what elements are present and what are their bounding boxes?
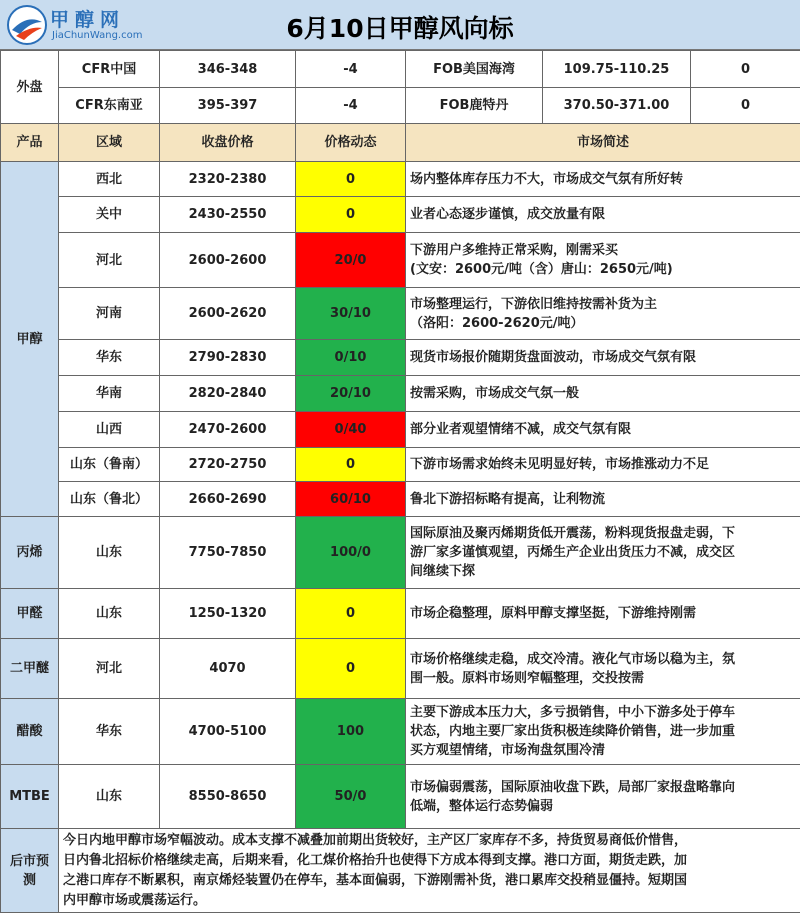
- summary-line: 买方观望情绪，市场洵盘氛围冷清: [410, 743, 606, 758]
- summary-line: 主要下游成本压力大，多亏损销售，中小下游多处于停车: [410, 705, 736, 720]
- outer-price: 370.50-371.00: [543, 88, 691, 124]
- col-header-region: 区域: [59, 124, 160, 162]
- outer-price: 395-397: [160, 88, 296, 124]
- outer-change: -4: [296, 88, 406, 124]
- summary-cell: [406, 197, 800, 233]
- price-cell: 4070: [160, 639, 296, 699]
- outer-label: 外盘: [1, 51, 59, 124]
- summary-line: 市场企稳整理，原料甲醇支撑坚挺，下游维持刚需: [410, 606, 697, 621]
- col-header-summary: 市场简述: [406, 124, 800, 162]
- change-cell: 100/0: [296, 517, 406, 589]
- col-header-change: 价格动态: [296, 124, 406, 162]
- table-row: [1, 448, 800, 482]
- forecast-label: 后市预测: [1, 829, 59, 913]
- summary-line: 围一般。原料市场则窄幅整理，交投按需: [410, 670, 645, 686]
- summary-line: 场内整体库存压力不大，市场成交气氛有所好转: [410, 171, 684, 187]
- summary-cell: [406, 765, 800, 829]
- change-cell: 0: [296, 639, 406, 699]
- price-cell: 7750-7850: [160, 517, 296, 589]
- summary-line: 下游市场需求始终未见明显好转，市场推涨动力不足: [410, 457, 710, 472]
- summary-line: 低端，整体运行态势偏弱: [410, 798, 554, 814]
- outer-change: 0: [691, 88, 800, 124]
- table-row: [1, 699, 800, 765]
- table-row: [1, 288, 800, 340]
- table-header-row: [1, 124, 800, 162]
- outer-price: 109.75-110.25: [543, 51, 691, 88]
- forecast-row: [1, 829, 800, 913]
- summary-cell: [406, 589, 800, 639]
- region-cell: 山西: [59, 412, 160, 448]
- outer-row: [1, 88, 800, 124]
- change-cell: 60/10: [296, 482, 406, 517]
- change-cell: 0: [296, 448, 406, 482]
- change-cell: 50/0: [296, 765, 406, 829]
- price-cell: 4700-5100: [160, 699, 296, 765]
- change-cell: 100: [296, 699, 406, 765]
- table-row: [1, 197, 800, 233]
- region-cell: 山东: [59, 517, 160, 589]
- outer-name: CFR中国: [59, 51, 160, 88]
- summary-cell: [406, 482, 800, 517]
- price-cell: 2470-2600: [160, 412, 296, 448]
- region-cell: 华东: [59, 340, 160, 376]
- summary-cell: [406, 233, 800, 288]
- price-cell: 2790-2830: [160, 340, 296, 376]
- summary-line: 鲁北下游招标略有提高，让利物流: [410, 491, 606, 507]
- summary-line: 业者心态逐步谨慎，成交放量有限: [410, 207, 606, 222]
- summary-line: （洛阳：2600-2620元/吨）: [410, 315, 584, 331]
- region-cell: 山东: [59, 589, 160, 639]
- summary-line: 间继续下探: [410, 564, 476, 579]
- table-row: [1, 233, 800, 288]
- region-cell: 山东（鲁北）: [59, 482, 160, 517]
- forecast-line: 今日内地甲醇市场窄幅波动。成本支撑不减叠加前期出货较好，主产区厂家库存不多，持货贸易商低价惜售，: [63, 832, 688, 848]
- summary-line: 市场整理运行，下游依旧维持按需补货为主: [410, 296, 658, 312]
- price-cell: 2430-2550: [160, 197, 296, 233]
- table-row: [1, 589, 800, 639]
- summary-cell: [406, 517, 800, 589]
- table-row: [1, 765, 800, 829]
- region-cell: 山东（鲁南）: [59, 448, 160, 482]
- outer-change: -4: [296, 51, 406, 88]
- table-row: [1, 517, 800, 589]
- price-cell: 2600-2620: [160, 288, 296, 340]
- product-cell: 丙烯: [1, 517, 59, 589]
- change-cell: 20/0: [296, 233, 406, 288]
- product-cell: 甲醛: [1, 589, 59, 639]
- summary-line: 部分业者观望情绪不减，成交气氛有限: [410, 422, 632, 437]
- summary-cell: [406, 699, 800, 765]
- table-row: [1, 376, 800, 412]
- table-row: [1, 340, 800, 376]
- col-header-product: 产品: [1, 124, 59, 162]
- summary-line: 按需采购，市场成交气氛一般: [410, 386, 580, 401]
- summary-cell: [406, 288, 800, 340]
- outer-row: [1, 51, 800, 88]
- price-cell: 2320-2380: [160, 162, 296, 197]
- change-cell: 0: [296, 162, 406, 197]
- price-cell: 2600-2600: [160, 233, 296, 288]
- region-cell: 河北: [59, 639, 160, 699]
- forecast-text: [59, 829, 800, 913]
- price-cell: 2660-2690: [160, 482, 296, 517]
- region-cell: 河南: [59, 288, 160, 340]
- region-cell: 关中: [59, 197, 160, 233]
- forecast-line: 内甲醇市场或震荡运行。: [63, 892, 207, 908]
- table-row: [1, 639, 800, 699]
- summary-line: 现货市场报价随期货盘面波动，市场成交气氛有限: [410, 350, 697, 365]
- change-cell: 20/10: [296, 376, 406, 412]
- product-methanol: 甲醇: [1, 162, 59, 517]
- table-row: [1, 412, 800, 448]
- outer-name: FOB美国海湾: [406, 51, 543, 88]
- region-cell: 河北: [59, 233, 160, 288]
- region-cell: 西北: [59, 162, 160, 197]
- product-cell: 二甲醚: [1, 639, 59, 699]
- outer-name: CFR东南亚: [59, 88, 160, 124]
- summary-cell: [406, 340, 800, 376]
- summary-line: 市场价格继续走稳，成交冷清。液化气市场以稳为主，氛: [410, 651, 736, 667]
- summary-line: (文安：2600元/吨（含）唐山：2650元/吨): [410, 262, 673, 277]
- forecast-line: 日内鲁北招标价格继续走高，后期来看，化工煤价格抬升也使得下方成本得到支撑。港口方面，期货走跌，加: [63, 852, 688, 868]
- domestic-market-table: [0, 123, 800, 913]
- change-cell: 0/40: [296, 412, 406, 448]
- summary-line: 市场偏弱震荡，国际原油收盘下跌，局部厂家报盘略靠向: [410, 779, 736, 795]
- summary-line: 国际原油及聚丙烯期货低开震荡，粉料现货报盘走弱，下: [410, 526, 736, 541]
- price-cell: 2820-2840: [160, 376, 296, 412]
- summary-cell: [406, 162, 800, 197]
- forecast-line: 之港口库存不断累积，南京烯烃装置仍在停车，基本面偏弱，下游刚需补货，港口累库交投稍显僵持。短期国: [63, 872, 688, 888]
- header-bar: [0, 0, 800, 50]
- page-title: 6月10日甲醇风向标: [286, 14, 514, 43]
- table-row: [1, 482, 800, 517]
- outer-name: FOB鹿特丹: [406, 88, 543, 124]
- summary-line: 下游用户多维持正常采购，刚需采买: [410, 243, 619, 258]
- change-cell: 0/10: [296, 340, 406, 376]
- logo-text-cn: 甲醇网: [50, 9, 126, 31]
- region-cell: 华南: [59, 376, 160, 412]
- summary-line: 状态，内地主要厂家出货积极连续降价销售，进一步加重: [410, 724, 736, 739]
- summary-cell: [406, 639, 800, 699]
- change-cell: 0: [296, 589, 406, 639]
- change-cell: 0: [296, 197, 406, 233]
- product-cell: 醋酸: [1, 699, 59, 765]
- change-cell: 30/10: [296, 288, 406, 340]
- outer-price: 346-348: [160, 51, 296, 88]
- region-cell: 华东: [59, 699, 160, 765]
- price-cell: 8550-8650: [160, 765, 296, 829]
- price-cell: 2720-2750: [160, 448, 296, 482]
- summary-cell: [406, 448, 800, 482]
- col-header-price: 收盘价格: [160, 124, 296, 162]
- outer-change: 0: [691, 51, 800, 88]
- summary-line: 游厂家多谨慎观望，丙烯生产企业出货压力不减，成交区: [410, 545, 736, 560]
- price-cell: 1250-1320: [160, 589, 296, 639]
- region-cell: 山东: [59, 765, 160, 829]
- outer-market-table: [0, 50, 800, 124]
- product-cell: MTBE: [1, 765, 59, 829]
- summary-cell: [406, 376, 800, 412]
- summary-cell: [406, 412, 800, 448]
- table-row: [1, 162, 800, 197]
- logo-text-en: JiaChunWang.com: [52, 30, 143, 41]
